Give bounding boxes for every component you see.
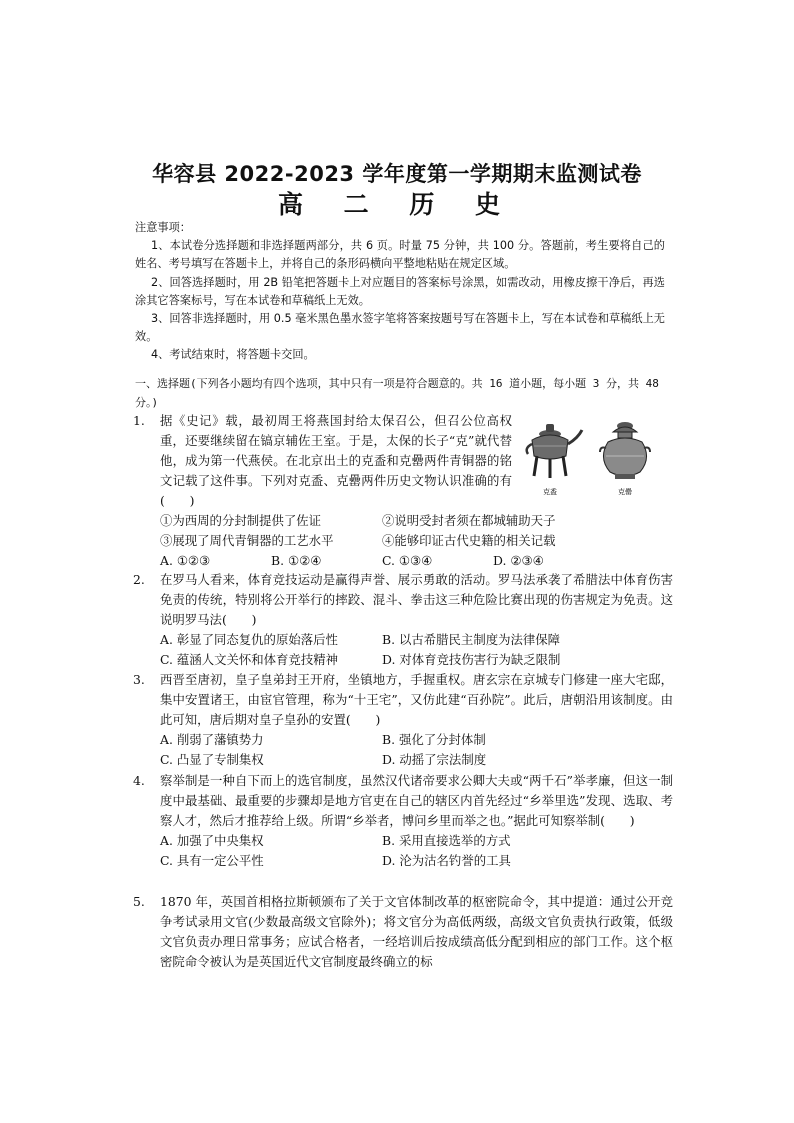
instructions-heading: 注意事项： (135, 221, 191, 234)
instruction-item: 1、本试卷分选择题和非选择题两部分，共 6 页。时量 75 分钟，共 100 分。答题前，考生要将自己的姓名、考号填写在答题卡上，并将自己的条形码横向平整地粘贴在规定区域。 (135, 239, 665, 271)
subject-title: 高 二 历 史 (277, 190, 517, 219)
option-d: D. 动摇了宗法制度 (382, 752, 487, 767)
option-d: D. ②③④ (493, 553, 544, 568)
option-c: C. 凸显了专制集权 (160, 752, 264, 767)
question-number: 3. (133, 672, 145, 687)
option-list (160, 831, 673, 871)
option-b: B. 强化了分封体制 (382, 732, 486, 747)
question-3 (133, 670, 673, 770)
instruction-item: 2、回答选择题时，用 2B 铅笔把答题卡上对应题目的答案标号涂黑，如需改动，用橡皮擦干净后，再选涂其它答案标号，写在本试卷和草稿纸上无效。 (135, 275, 665, 307)
question-2 (133, 570, 673, 670)
question-number: 5. (133, 894, 145, 909)
option-list (160, 730, 673, 770)
option-c: C. 蕴涵人文关怀和体育竞技精神 (160, 652, 338, 667)
option-list (160, 630, 673, 670)
option-c: C. ①③④ (382, 553, 433, 568)
question-number: 1. (133, 413, 145, 428)
question-stem: 察举制是一种自下而上的选官制度，虽然汉代诸帝要求公卿大夫或“两千石”举孝廉，但这一制度中最基础、最重要的步骤却是地方官吏在自己的辖区内首先经过“乡举里选”发现、选取、考察人才，然后才推荐给上级。所谓“乡举者，博问乡里而举之也。”据此可知察举制( ) (160, 773, 673, 828)
ke-he-vessel-icon (527, 424, 582, 478)
question-stem: 1870 年，英国首相格拉斯顿颁布了关于文官体制改革的枢密院命令，其中提道：通过公开竞争考试录用文官(少数最高级文官除外)；将文官分为高低两级，高级文官负责执行政策，低级文官负责办理日常事务；应试合格者，一经培训后按成绩高低分配到相应的部门工作。这个枢密院命令被认为是英国近代文官制度最终确立的标 (160, 894, 673, 969)
bronze-vessels-figure (520, 412, 660, 498)
statement-item: ②说明受封者须在都城辅助天子 (382, 513, 556, 528)
instruction-item: 4、考试结束时，将答题卡交回。 (151, 348, 315, 362)
section-heading: 一、选择题(下列各小题均有四个选项，其中只有一项是符合题意的。共 16 道小题，每小题 3 分，共 48 分。) (135, 377, 659, 409)
figure-label-right: 克罍 (618, 488, 632, 496)
question-stem: 在罗马人看来，体育竞技运动是赢得声誉、展示勇敢的活动。罗马法承袭了希腊法中体育伤害免责的传统，特别将公开举行的摔跤、混斗、拳击这三种危险比赛出现的伤害规定为免责。这说明罗马法( ) (160, 572, 673, 627)
question-5 (133, 892, 673, 972)
option-list (160, 551, 673, 571)
option-a: A. 削弱了藩镇势力 (160, 732, 264, 747)
option-b: B. ①②④ (271, 553, 322, 568)
question-number: 2. (133, 572, 145, 587)
option-d: D. 沦为沽名钓誉的工具 (382, 853, 511, 868)
option-a: A. ①②③ (160, 553, 211, 568)
figure-label-left: 克盉 (543, 488, 557, 496)
option-b: B. 采用直接选举的方式 (382, 833, 511, 848)
exam-instructions (135, 219, 665, 365)
question-stem: 据《史记》载，最初周王将燕国封给太保召公，但召公位高权重，还要继续留在镐京辅佐王室。于是，太保的长子“克”就代替他，成为第一代燕侯。在北京出土的克盉和克罍两件青铜器的铭文记载了这件事。下列对克盉、克罍两件历史文物认识准确的有( ) (160, 413, 512, 508)
statement-item: ④能够印证古代史籍的相关记载 (382, 533, 556, 548)
exam-title: 华容县 2022-2023 学年度第一学期期末监测试卷 (152, 162, 642, 186)
bronze-vessels-image (520, 412, 660, 498)
question-number: 4. (133, 773, 145, 788)
ke-lei-vessel-icon (600, 422, 650, 479)
option-b: B. 以古希腊民主制度为法律保障 (382, 632, 561, 647)
option-c: C. 具有一定公平性 (160, 853, 264, 868)
question-4 (133, 771, 673, 871)
statement-item: ①为西周的分封制提供了佐证 (160, 513, 322, 528)
statement-list (160, 511, 673, 551)
statement-item: ③展现了周代青铜器的工艺水平 (160, 533, 334, 548)
option-a: A. 加强了中央集权 (160, 833, 264, 848)
option-a: A. 彰显了同态复仇的原始落后性 (160, 632, 338, 647)
option-d: D. 对体育竞技伤害行为缺乏限制 (382, 652, 561, 667)
question-stem: 西晋至唐初，皇子皇弟封王开府，坐镇地方，手握重权。唐玄宗在京城专门修建一座大宅邸，集中安置诸王，由宦官管理，称为“十王宅”，又仿此建“百孙院”。此后，唐朝沿用该制度。由此可知，唐后期对皇子皇孙的安置( ) (160, 672, 673, 727)
instruction-item: 3、回答非选择题时，用 0.5 毫米黑色墨水签字笔将答案按题号写在答题卡上，写在本试卷和草稿纸上无效。 (135, 312, 665, 344)
